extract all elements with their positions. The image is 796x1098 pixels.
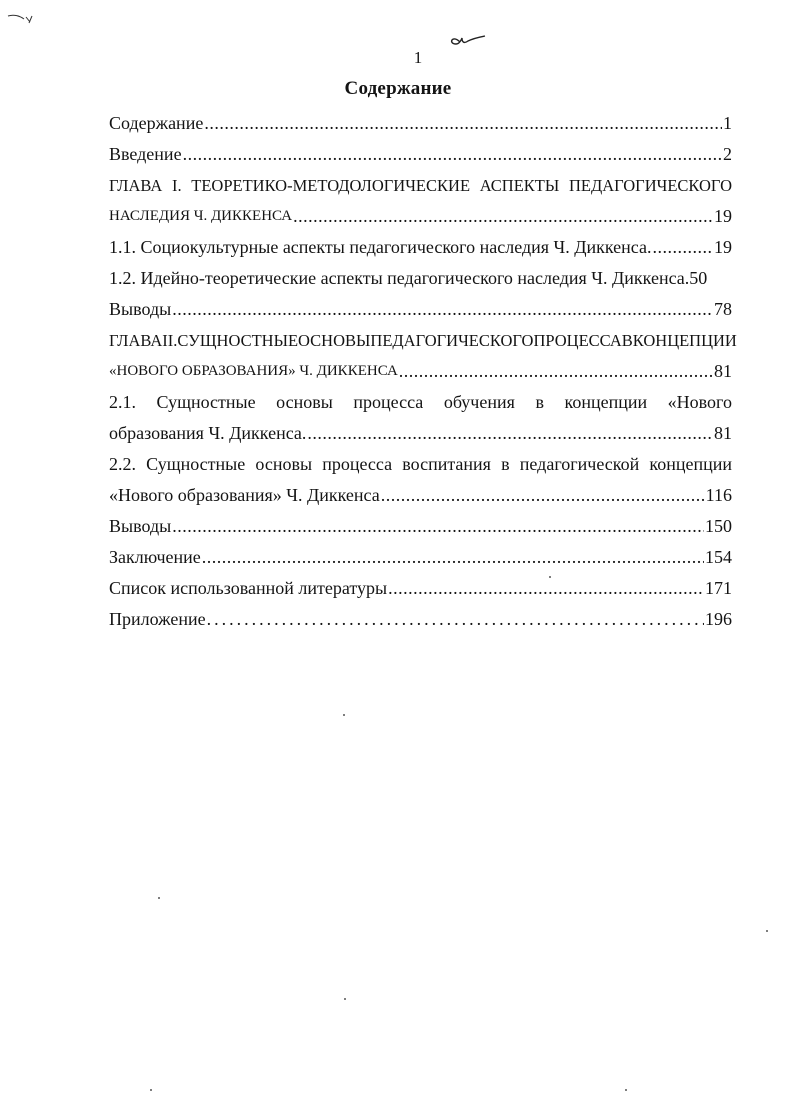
- toc-entry-page: 171: [705, 578, 732, 598]
- toc-entry-2-2[interactable]: [109, 449, 732, 511]
- page-number: 1: [413, 48, 423, 67]
- toc-entry-appendix[interactable]: [109, 604, 732, 635]
- toc-entry-line1: ГЛАВА I. ТЕОРЕТИКО-МЕТОДОЛОГИЧЕСКИЕ АСПЕКТЫ ПЕДАГОГИЧЕСКОГО: [109, 175, 732, 195]
- toc-entry-text: Выводы: [109, 516, 172, 536]
- leader-dots: [399, 361, 713, 382]
- leader-dots: [202, 547, 704, 568]
- toc-entry-text: Введение: [109, 144, 182, 164]
- toc-entry-text: Приложение: [109, 609, 206, 629]
- scan-corner-mark: [6, 10, 36, 24]
- toc-entry-text: 1.2. Идейно-теоретические аспекты педагогического наследия Ч. Диккенса.: [109, 268, 690, 288]
- scan-speck: [549, 576, 551, 578]
- toc-entry-line1: ГЛАВА II. СУЩНОСТНЫЕ ОСНОВЫ ПЕДАГОГИЧЕСКОГО ПРОЦЕССА В КОНЦЕПЦИИ: [109, 330, 737, 350]
- toc-entry-page: 81: [714, 361, 732, 381]
- leader-dots: [653, 237, 713, 258]
- toc-entry-text: Выводы: [109, 299, 172, 319]
- toc-entry-page: 19: [714, 237, 732, 257]
- scan-speck: [766, 930, 768, 932]
- toc-entry-1-1[interactable]: [109, 232, 732, 263]
- toc-entry-conclusion[interactable]: [109, 542, 732, 573]
- toc-entry-page: 81: [714, 423, 732, 443]
- toc-entry-text: Содержание: [109, 113, 204, 133]
- scan-speck: [150, 1089, 152, 1091]
- toc-entry-contents[interactable]: [109, 108, 732, 139]
- toc-entry-2-1[interactable]: [109, 387, 732, 449]
- toc-entry-text: Список использованной литературы: [109, 578, 388, 598]
- toc-entry-text: 1.1. Социокультурные аспекты педагогического наследия Ч. Диккенса.: [109, 237, 652, 257]
- toc-entry-page: 150: [705, 516, 732, 536]
- toc-entry-references[interactable]: [109, 573, 732, 604]
- toc-entry-line2: «Нового образования» Ч. Диккенса: [109, 485, 380, 505]
- toc-entry-line2: НАСЛЕДИЯ Ч. ДИККЕНСА: [109, 208, 293, 224]
- leader-dots: [293, 206, 713, 227]
- scan-speck: [344, 998, 346, 1000]
- leader-dots: [172, 299, 713, 320]
- toc-entry-line1: 2.2. Сущностные основы процесса воспитания в педагогической концепции: [109, 454, 732, 474]
- toc-entry-page: 1: [723, 113, 732, 133]
- toc-entry-page: 19: [714, 206, 732, 226]
- toc-entry-page: 78: [714, 299, 732, 319]
- page-title: Содержание: [344, 78, 452, 99]
- toc-entry-text: Заключение: [109, 547, 201, 567]
- toc-entry-line1: 2.1. Сущностные основы процесса обучения в концепции «Нового: [109, 392, 732, 412]
- toc-entry-page: 196: [705, 609, 732, 629]
- toc-entry-page: 154: [705, 547, 732, 567]
- leader-dots: [381, 485, 705, 506]
- toc-entry-chapter-2[interactable]: [109, 325, 737, 387]
- scan-speck: [625, 1089, 627, 1091]
- leader-dots: [388, 578, 704, 599]
- handwritten-signature: [446, 30, 486, 50]
- toc-entry-page: 50: [689, 268, 708, 288]
- toc-entry-conclusions-2[interactable]: [109, 511, 732, 542]
- toc-entry-conclusions-1[interactable]: [109, 294, 732, 325]
- toc-entry-1-2[interactable]: [109, 263, 732, 294]
- leader-dots: [207, 609, 704, 630]
- leader-dots: [204, 113, 722, 134]
- scan-speck: [343, 714, 345, 716]
- toc-entry-line2: образования Ч. Диккенса.: [109, 423, 307, 443]
- toc-entry-page: 116: [705, 485, 732, 505]
- leader-dots: [307, 423, 713, 444]
- toc-entry-line2: «НОВОГО ОБРАЗОВАНИЯ» Ч. ДИККЕНСА: [109, 363, 398, 379]
- scan-speck: [158, 897, 160, 899]
- toc-entry-chapter-1[interactable]: [109, 170, 732, 232]
- leader-dots: [183, 144, 722, 165]
- leader-dots: [172, 516, 704, 537]
- table-of-contents: [109, 108, 737, 635]
- toc-entry-introduction[interactable]: [109, 139, 732, 170]
- toc-entry-page: 2: [723, 144, 732, 164]
